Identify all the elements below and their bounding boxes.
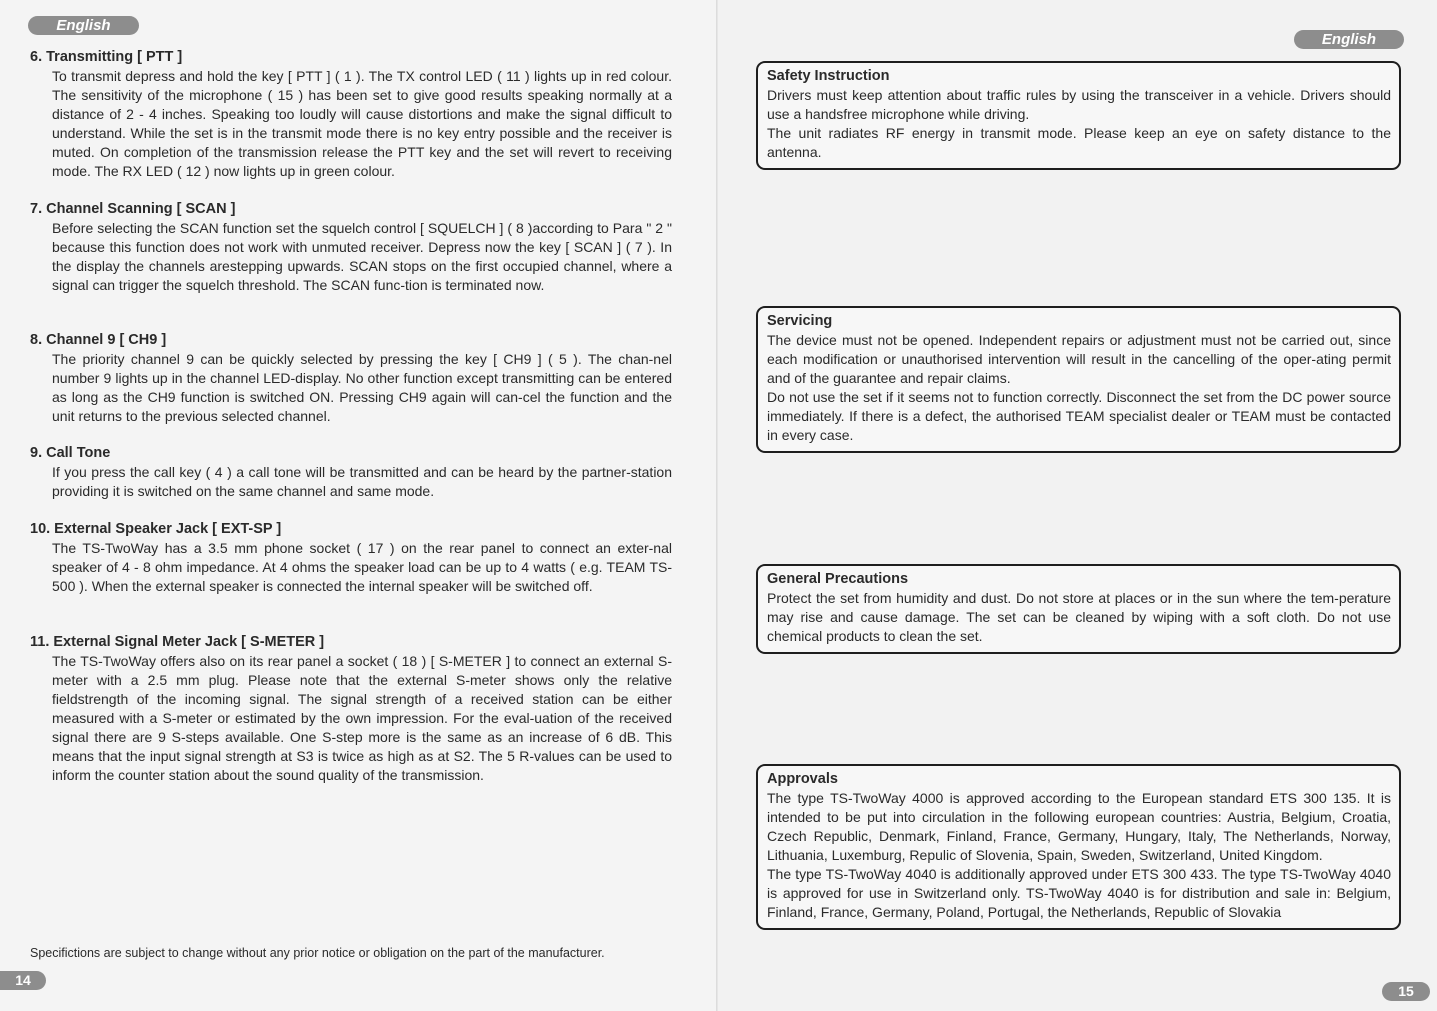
page-number: 15 [1382, 982, 1430, 1001]
section-channel-9 [30, 331, 672, 426]
section-title: 7. Channel Scanning [ SCAN ] [30, 201, 236, 217]
section-signal-meter [30, 633, 672, 785]
language-tab: English [1294, 30, 1404, 49]
section-body: To transmit depress and hold the key [ PTT ] ( 1 ). The TX control LED ( 11 ) lights up in red colour. The sensitivity of the microphone ( 15 ) has been set to give good results speaking normally at a distance of 2 - 4 inches. Speaking too loudly will cause distortions and make the signal difficult to understand. While the set is in the transmit mode there is no key entry possible and the receiver is muted. On completion of the transmission release the PTT key and the set will revert to receiving mode. The RX LED ( 12 ) now lights up in green colour. [52, 68, 672, 179]
section-title: 6. Transmitting [ PTT ] [30, 49, 183, 65]
box-title: Safety Instruction [767, 68, 890, 84]
section-body: The TS-TwoWay offers also on its rear panel a socket ( 18 ) [ S-METER ] to connect an external S-meter with a 2.5 mm plug. Please note that the external S-meter shows only the relative fieldstrength of the incoming signal. The signal strength of a received station can be either measured with a S-meter or estimated by the own impression. For the eval-uation of the received signal there are 9 S-steps available. One S-step more is the same as an increase of 6 dB. This means that the input signal strength at S3 is twice as high as at S2. The 5 R-values can be used to inform the counter station about the sound quality of the transmission. [52, 653, 672, 783]
section-body: The TS-TwoWay has a 3.5 mm phone socket ( 17 ) on the rear panel to connect an exter-nal speaker of 4 - 8 ohm impedance. At 4 ohms the speaker load can be up to 4 watts ( e.g. TEAM TS-500 ). When the external speaker is connected the internal speaker will be switched off. [52, 540, 672, 594]
approvals-box [756, 764, 1401, 930]
section-title: 8. Channel 9 [ CH9 ] [30, 332, 167, 348]
section-title: 11. External Signal Meter Jack [ S-METER ] [30, 634, 325, 650]
box-body: The type TS-TwoWay 4000 is approved according to the European standard ETS 300 135. It is intended to be put into circulation in the following european countries: Austria, Belgium, Croatia, Czech Republic, Denmark, Finland, France, Germany, Hungary, Italy, The Netherlands, Norway, Lithuania, Luxemburg, Repulic of Slovenia, Spain, Sweden, Switzerland, United Kingdom. The type TS-TwoWay 4040 is additionally approved under ETS 300 433. The type TS-TwoWay 4040 is approved for use in Switzerland only. TS-TwoWay 4040 is for distribution and sale in: Belgium, Finland, France, Germany, Poland, Portugal, the Netherlands, Republic of Slovakia [767, 790, 1391, 920]
box-title: Approvals [767, 771, 838, 787]
section-channel-scanning [30, 200, 672, 295]
safety-instruction-box [756, 61, 1401, 170]
section-external-speaker [30, 520, 672, 596]
section-call-tone [30, 444, 672, 501]
section-title: 10. External Speaker Jack [ EXT-SP ] [30, 521, 282, 537]
box-body: Drivers must keep attention about traffic rules by using the transceiver in a vehicle. Drivers should use a handsfree microphone while driving. The unit radiates RF energy in transmit mode. Please keep an eye on safety distance to the antenna. [767, 87, 1391, 160]
section-transmitting [30, 48, 672, 181]
box-title: Servicing [767, 313, 833, 329]
section-title: 9. Call Tone [30, 445, 111, 461]
page-number: 14 [0, 971, 46, 990]
section-body: Before selecting the SCAN function set the squelch control [ SQUELCH ] ( 8 )according to Para " 2 " because this function does not work with unmuted receiver. Depress now the key [ SCAN ] ( 7 ). In the display the channels arestepping upwards. SCAN stops on the first occupied channel, where a signal can trigger the squelch threshold. The SCAN func-tion is terminated now. [52, 220, 672, 293]
section-body: The priority channel 9 can be quickly selected by pressing the key [ CH9 ] ( 5 ). The chan-nel number 9 lights up in the channel LED-display. No other function except transmitting can be entered as long as the CH9 function is switched ON. Pressing CH9 again will can-cel the function and the unit returns to the previous selected channel. [52, 351, 672, 424]
right-page [718, 0, 1437, 1011]
servicing-box [756, 306, 1401, 453]
specifications-note: Specifictions are subject to change without any prior notice or obligation on the part of the manufacturer. [30, 946, 605, 960]
language-tab: English [28, 16, 139, 35]
general-precautions-box [756, 564, 1401, 654]
left-page [0, 0, 718, 1011]
section-body: If you press the call key ( 4 ) a call tone will be transmitted and can be heard by the partner-station providing it is switched on the same channel and same mode. [52, 464, 672, 499]
box-body: The device must not be opened. Independent repairs or adjustment must not be carried out, since each modification or unauthorised intervention will result in the cancelling of the oper-ating permit and of the guarantee and repair claims. Do not use the set if it seems not to function correctly. Disconnect the set from the DC power source immediately. If there is a defect, the authorised TEAM specialist dealer or TEAM must be contacted in every case. [767, 332, 1391, 443]
box-body: Protect the set from humidity and dust. Do not store at places or in the sun where the tem-perature may rise and cause damage. The set can be cleaned by wiping with a soft cloth. Do not use chemical products to clean the set. [767, 590, 1391, 644]
box-title: General Precautions [767, 571, 909, 587]
